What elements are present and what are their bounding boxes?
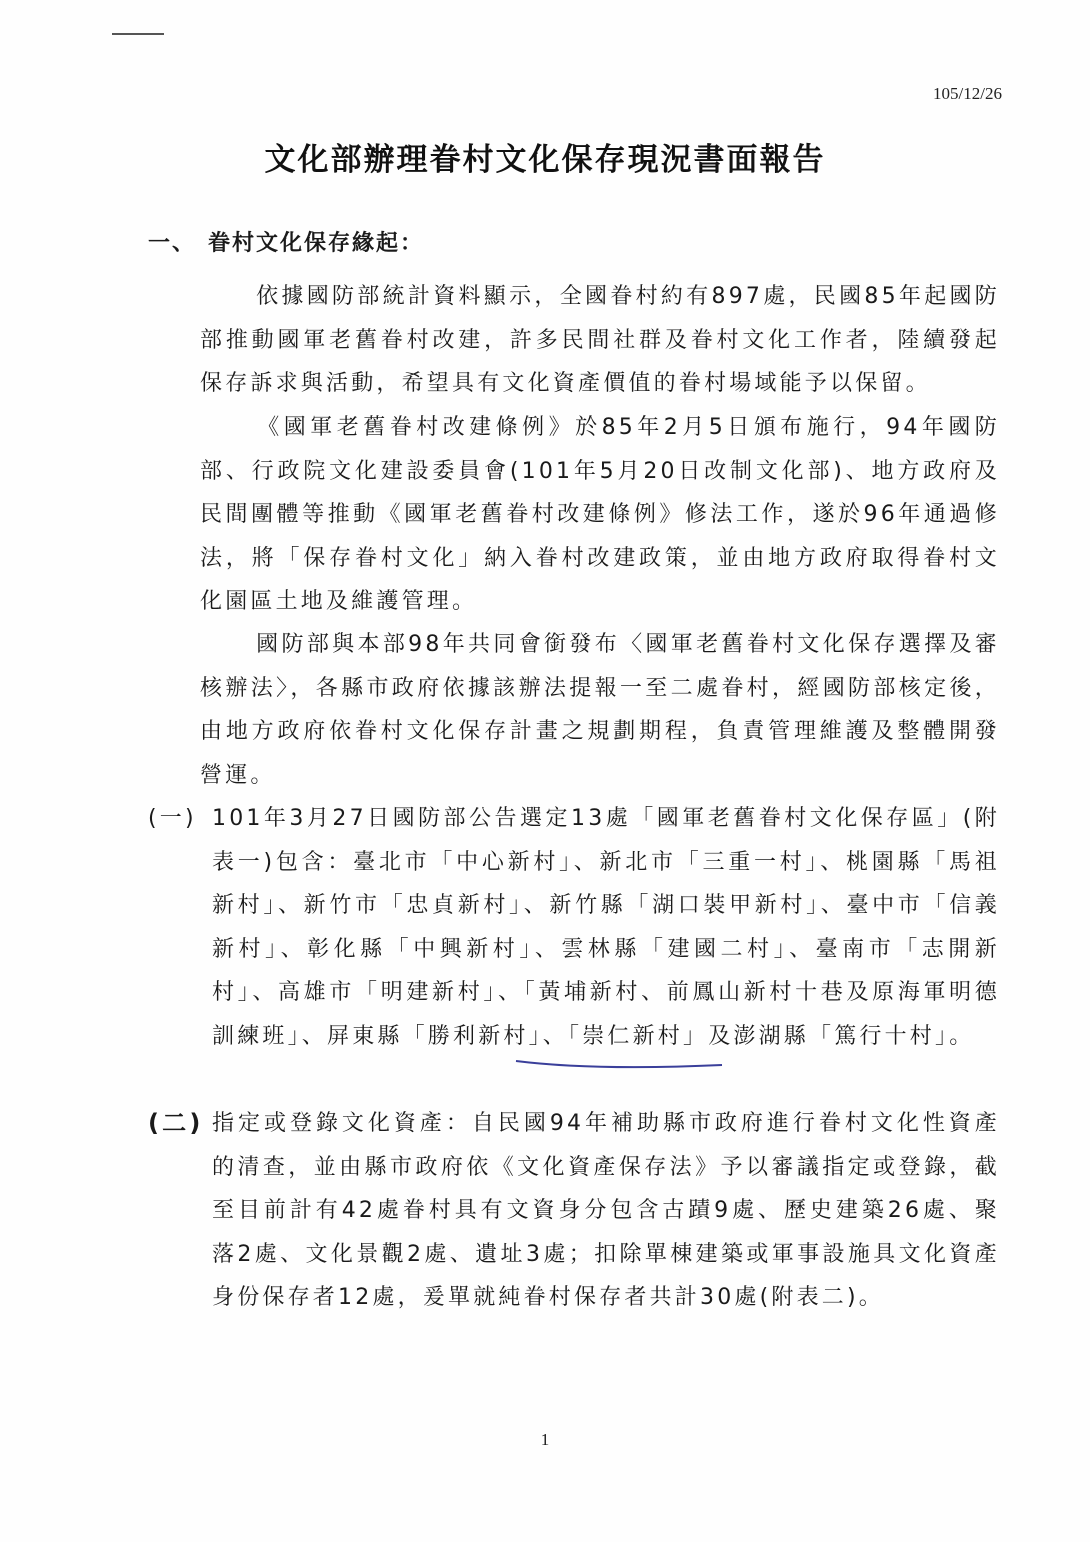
list-item-text: 101年3月27日國防部公告選定13處「國軍老舊眷村文化保存區」(附表一)包含：臺北市「中心新村」、新北市「三重一村」、桃園縣「馬祖新村」、新竹市「忠貞新村」、新竹縣「湖口裝甲新村」、臺中市「信義新村」、彰化縣「中興新村」、雲林縣「建國二村」、臺南市「志開新村」、高雄市「明建新村」、「黃埔新村、前鳳山新村十巷及原海軍明德訓練班」、屏東縣「勝利新村」、「崇仁新村」及澎湖縣「篤行十村」。 xyxy=(212,806,1000,1049)
handwritten-underline xyxy=(514,1057,724,1071)
scan-mark xyxy=(112,33,164,35)
paragraph-3-text: 國防部與本部98年共同會銜發布〈國軍老舊眷村文化保存選擇及審核辦法〉，各縣市政府依據該辦法提報一至二處眷村，經國防部核定後，由地方政府依眷村文化保存計畫之規劃期程，負責管理維護及整體開發營運。 xyxy=(200,632,1000,788)
list-item-marker: (二) xyxy=(148,1109,204,1137)
list-item-text: 指定或登錄文化資產：自民國94年補助縣市政府進行眷村文化性資產的清查，並由縣市政府依《文化資產保存法》予以審議指定或登錄，截至目前計有42處眷村具有文資身分包含古蹟9處、歷史建築26處、聚落2處、文化景觀2處、遺址3處；扣除單棟建築或軍事設施具文化資產身份保存者12處，爰單就純眷村保存者共計30處(附表二)。 xyxy=(212,1111,1000,1310)
paragraph-1-text: 依據國防部統計資料顯示，全國眷村約有897處，民國85年起國防部推動國軍老舊眷村改建，許多民間社群及眷村文化工作者，陸續發起保存訴求與活動，希望具有文化資產價值的眷村場域能予以保留。 xyxy=(200,284,1000,396)
document-title: 文化部辦理眷村文化保存現況書面報告 xyxy=(264,142,826,178)
section-heading xyxy=(148,226,424,257)
section-heading-text: 眷村文化保存緣起： xyxy=(208,231,425,256)
paragraph-2 xyxy=(200,406,1000,624)
list-item-1 xyxy=(148,797,1000,1058)
paragraph-2-text: 《國軍老舊眷村改建條例》於85年2月5日頒布施行，94年國防部、行政院文化建設委員會(101年5月20日改制文化部)、地方政府及民間團體等推動《國軍老舊眷村改建條例》修法工作，遂於96年通過修法，將「保存眷村文化」納入眷村改建政策，並由地方政府取得眷村文化園區土地及維護管理。 xyxy=(200,415,1000,614)
page-number: 1 xyxy=(540,1430,550,1449)
paragraph-3 xyxy=(200,623,1000,797)
document-date: 105/12/26 xyxy=(933,84,1002,103)
list-item-marker: (一) xyxy=(148,806,197,831)
list-item-2 xyxy=(148,1102,1000,1320)
section-number: 一、 xyxy=(148,231,197,256)
paragraph-1 xyxy=(200,275,1000,406)
